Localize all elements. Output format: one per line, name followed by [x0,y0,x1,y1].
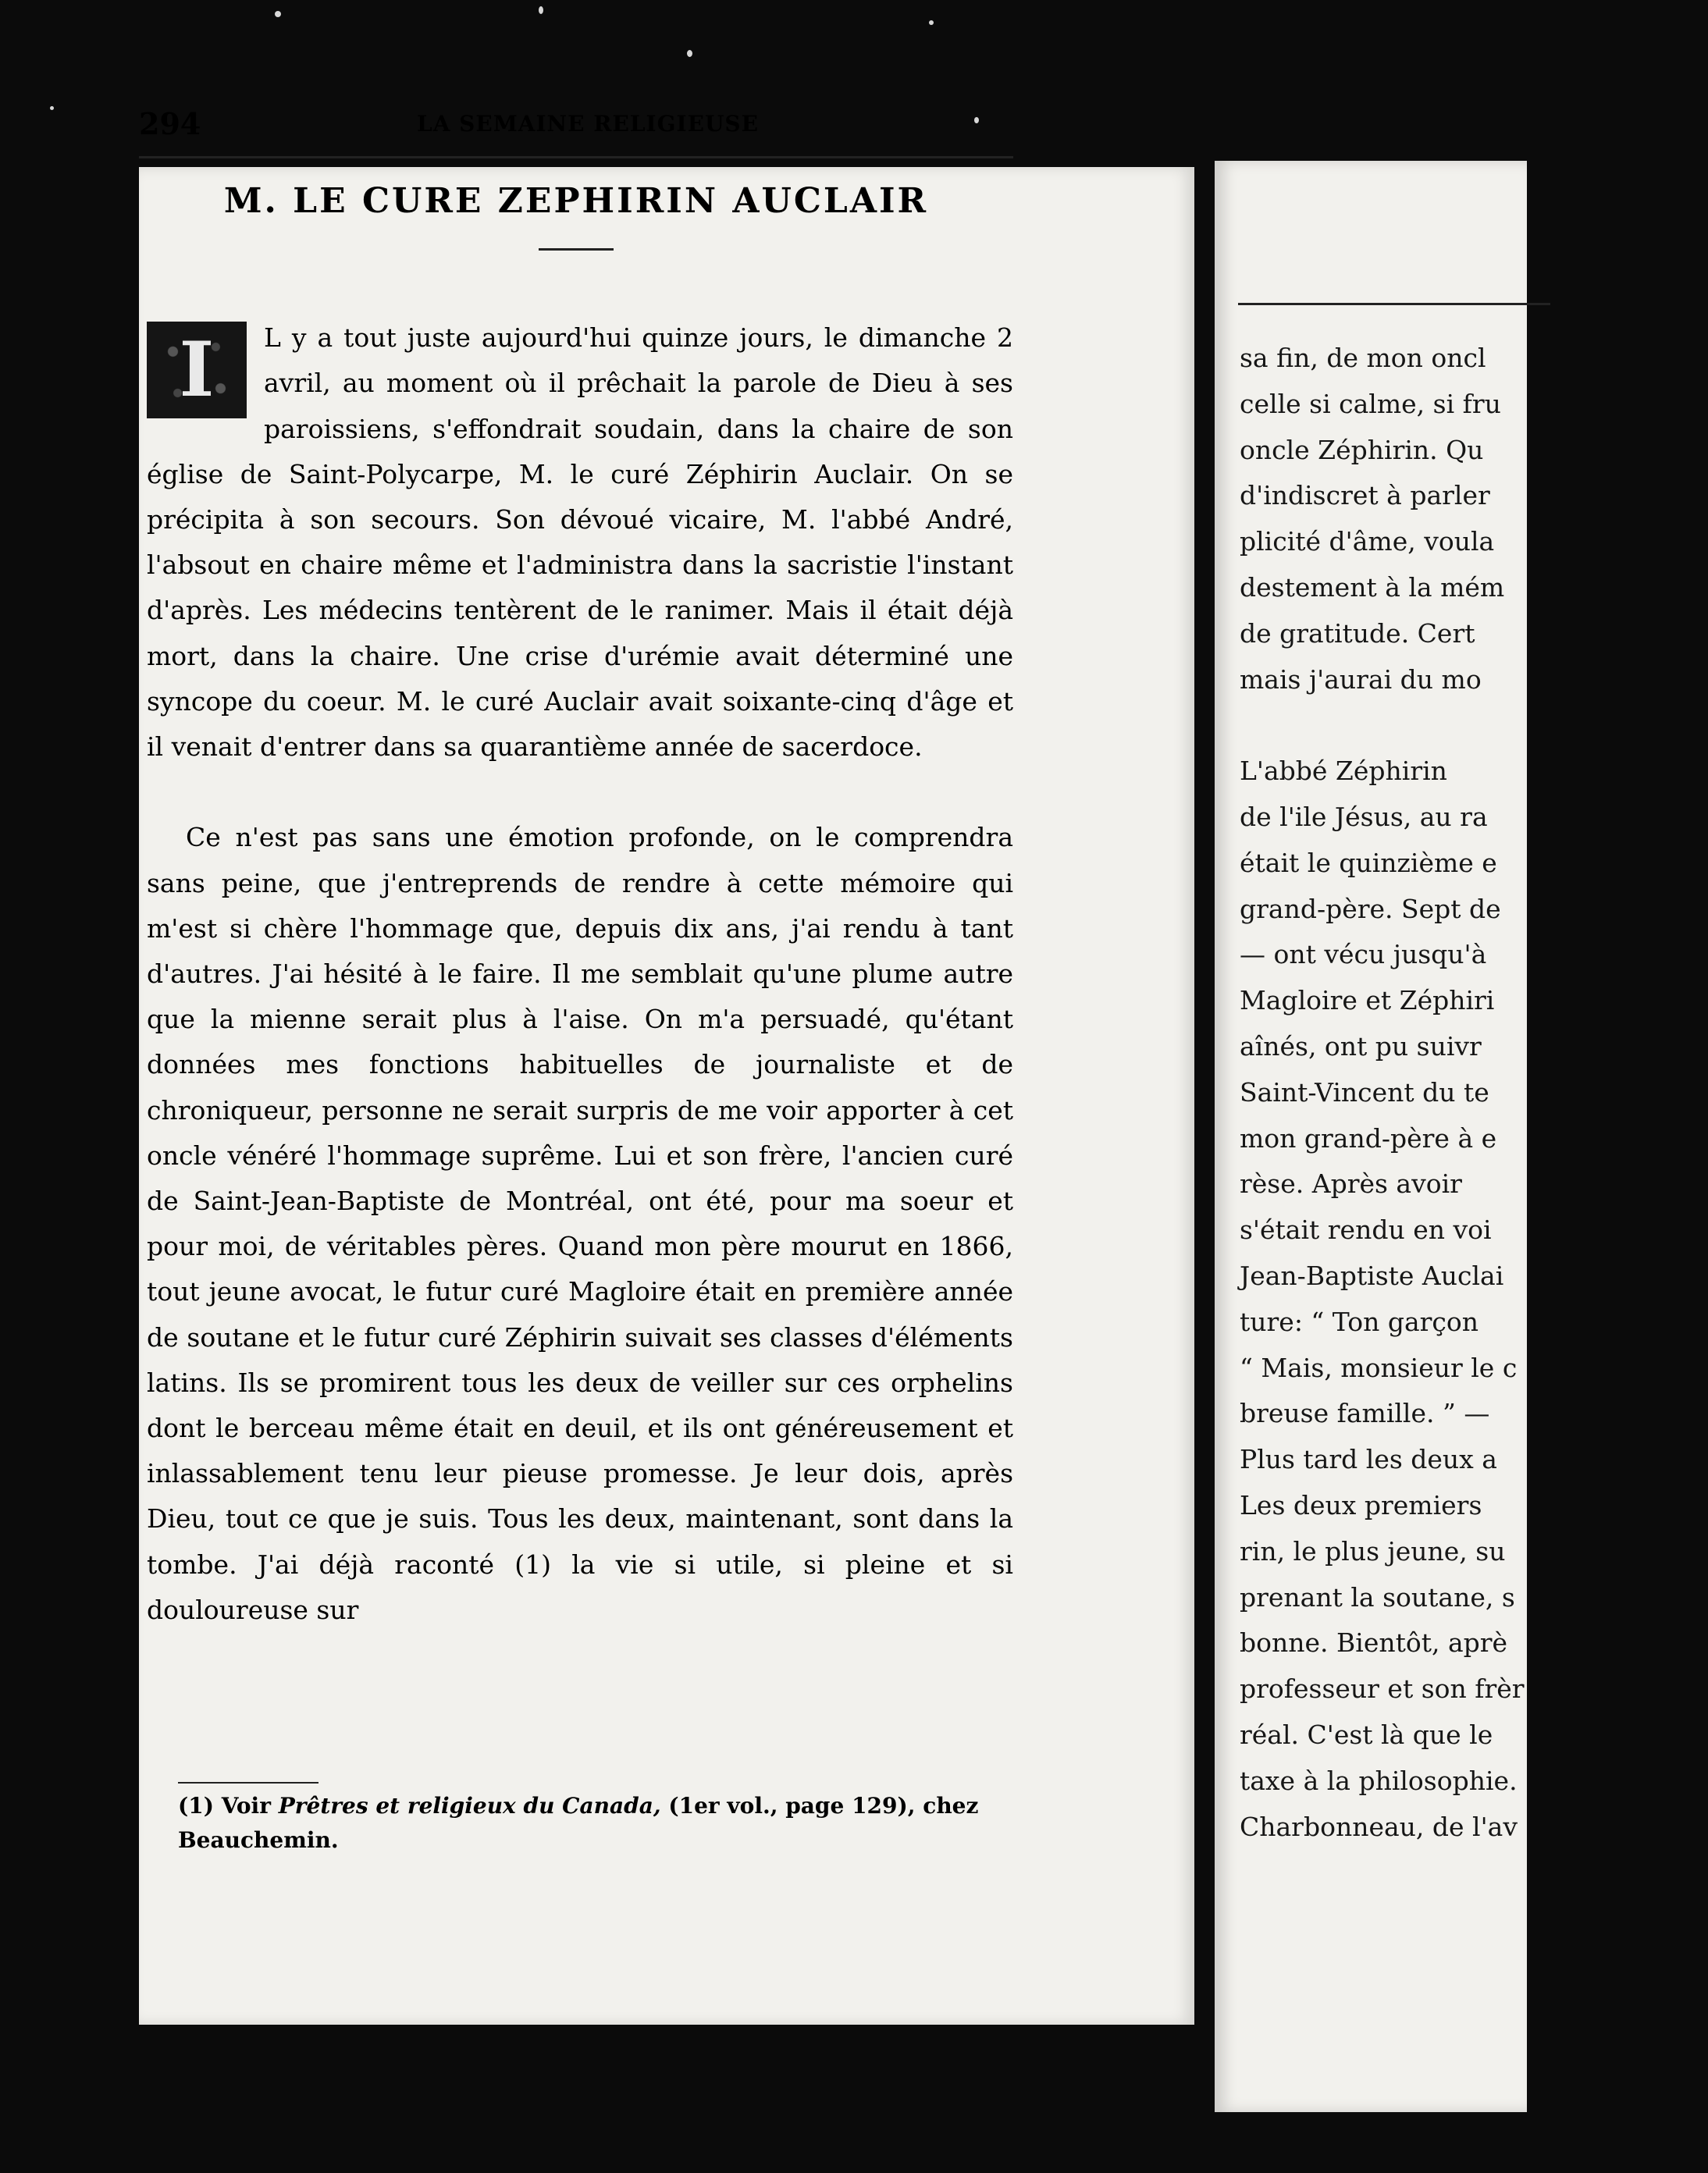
right-page-line: destement à la mém [1240,571,1505,603]
right-page-line: oncle Zéphirin. Qu [1240,434,1484,465]
page-number: 294 [139,105,201,141]
right-page-line: aînés, ont pu suivr [1240,1030,1482,1062]
right-page-line: rèse. Après avoir [1240,1168,1462,1200]
drop-cap: I [147,322,247,418]
right-page-line: “ Mais, monsieur le c [1240,1352,1518,1383]
right-page-line [1240,702,1708,749]
title-rule [539,248,614,251]
scan-speck [539,6,543,14]
right-page-line: Jean-Baptiste Auclai [1240,1260,1504,1291]
right-page-line: Saint-Vincent du te [1240,1076,1489,1108]
right-header-rule [1238,303,1550,305]
right-page-line: sa fin, de mon oncl [1240,343,1486,373]
right-page-line: de l'ile Jésus, au ra [1240,801,1488,832]
right-page-line: prenant la soutane, s [1240,1581,1515,1613]
scan-speck [275,11,281,17]
paragraph-2: Ce n'est pas sans une émotion profonde, on le comprendra sans peine, que j'entreprends de rendre à cette mémoire qui m'est si chère l'hommage que, depuis dix ans, j'ai rendu à tant d'autres. J'ai hésité à le faire. Il me semblait qu'une plume autre que la mienne serait plus à l'aise. On m'a persuadé, qu'étant données mes fonctions habituelles de journaliste et de chroniqueur, personne ne serait surpris de me voir apporter à cet oncle vénéré l'hommage suprême. Lui et son frère, l'ancien curé de Saint-Jean-Baptiste de Montréal, ont été, pour ma soeur et pour moi, de véritables pères. Quand mon père mourut en 1866, tout jeune avocat, le futur curé Magloire était en première année de soutane et le futur curé Zéphirin suivait ses classes d'éléments latins. Ils se promirent tous les deux de veiller sur ces orphelins dont le berceau même était en deuil, et ils ont généreusement et inlassablement tenu leur pieuse promesse. Je leur dois, après Dieu, tout ce que je suis. Tous les deux, maintenant, sont dans la tombe. J'ai déjà raconté (1) la vie si utile, si pleine et si douloureuse sur [147,822,1013,1625]
right-page-line: mon grand-père à e [1240,1122,1497,1154]
right-page-line: Les deux premiers [1240,1489,1482,1520]
right-page-line: Plus tard les deux a [1240,1444,1497,1475]
right-page-line: Magloire et Zéphiri [1240,985,1495,1016]
right-page-line: d'indiscret à parler [1240,480,1490,511]
scan-speck [50,106,54,110]
right-page-line: s'était rendu en voi [1240,1215,1492,1246]
scan-speck [687,50,692,57]
footnote-prefix: (1) Voir [178,1793,279,1819]
article-body [147,270,1013,1678]
right-page [1215,161,1527,2112]
right-page-line: mais j'aurai du mo [1240,663,1482,695]
footnote-title: Prêtres et religieux du Canada, [278,1793,661,1819]
page-header [139,100,990,147]
running-title: LA SEMAINE RELIGIEUSE [417,110,759,137]
right-page-line: L'abbé Zéphirin [1240,756,1447,787]
right-page-line: réal. C'est là que le [1240,1719,1493,1750]
scan-speck [929,20,934,25]
right-page-line: de gratitude. Cert [1240,617,1475,649]
footnote-rule [178,1782,318,1784]
right-page-line: grand-père. Sept de [1240,893,1501,924]
right-page-line: — ont vécu jusqu'à [1240,939,1487,970]
right-page-line: rin, le plus jeune, su [1240,1535,1506,1567]
header-rule [139,156,1013,158]
article-title: M. LE CURE ZEPHIRIN AUCLAIR [223,181,929,221]
paragraph-1-text: L y a tout juste aujourd'hui quinze jours, le dimanche 2 avril, au moment où il prêchait la parole de Dieu à ses paroissiens, s'effondrait soudain, dans la chaire de son église de Saint-Polycarpe, M. le curé Zéphirin Auclair. On se précipita à son secours. Son dévoué vicaire, M. l'abbé André, l'absout en chaire même et l'administra dans la sacristie l'instant d'après. Les médecins tentèrent de le ranimer. Mais il était déjà mort, dans la chaire. Une crise d'urémie avait déterminé une syncope du coeur. M. le curé Auclair avait soixante-cinq d'âge et il venait d'entrer dans sa quarantième année de sacerdoce. [147,322,1013,763]
right-page-line: ture: “ Ton garçon [1240,1306,1479,1337]
right-page-line: celle si calme, si fru [1240,388,1501,419]
right-page-line: bonne. Bientôt, aprè [1240,1627,1508,1659]
right-page-text [1240,336,1708,1850]
right-page-line: taxe à la philosophie. [1240,1765,1518,1796]
right-page-line: plicité d'âme, voula [1240,526,1495,557]
right-page-line: professeur et son frèr [1240,1673,1525,1705]
paragraph-1 [147,315,1013,770]
footnote [178,1789,1005,1858]
right-page-line: était le quinzième e [1240,847,1497,878]
right-page-line: breuse famille. ” — [1240,1398,1490,1429]
footnote-suffix: (1er vol., page 129), chez Beauchemin. [178,1793,979,1853]
right-page-line: Charbonneau, de l'av [1240,1811,1518,1842]
